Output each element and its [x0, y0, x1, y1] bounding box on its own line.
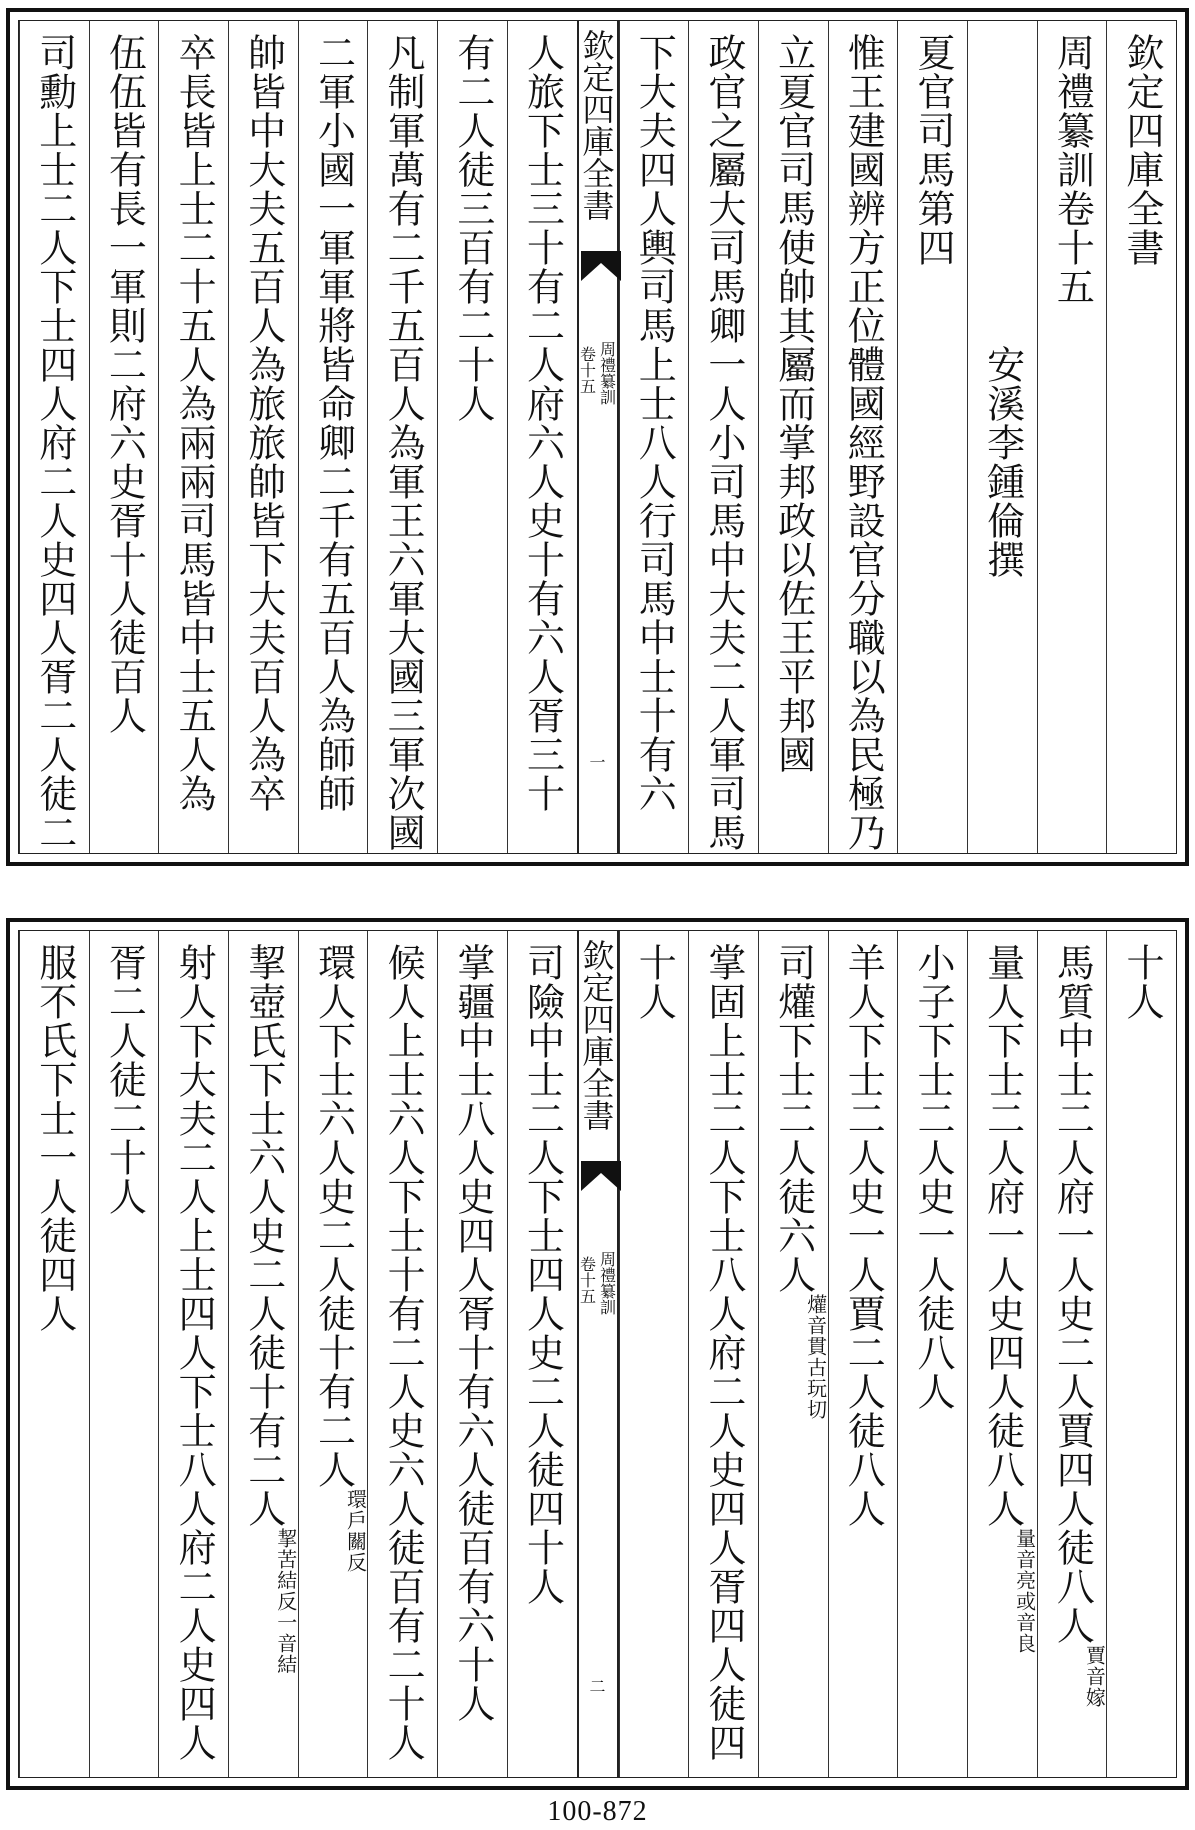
- top-page-column-1: [1037, 21, 1107, 853]
- top-page-column-0: [1106, 21, 1176, 853]
- bottom-page-column-0: [1106, 931, 1176, 1777]
- footer-page-number: 100-872: [547, 1796, 648, 1827]
- gutter-title: 欽定四庫全書: [577, 939, 616, 1131]
- top-page-column-9: [437, 21, 507, 853]
- annotation-note: 挈苦結反一音結: [273, 1528, 298, 1675]
- bottom-page-columns: [18, 930, 1177, 1778]
- bottom-page-column-11: [298, 931, 368, 1777]
- top-page-column-11: [298, 21, 368, 853]
- column-text: 夏官司馬第四: [910, 33, 955, 267]
- column-text: 安溪李鍾倫撰: [980, 33, 1025, 579]
- bottom-page-column-6: [688, 931, 758, 1777]
- annotation-note: 爟音貫古玩切: [803, 1294, 828, 1420]
- gutter-title: 欽定四庫全書: [577, 29, 616, 221]
- column-text: 政官之屬大司馬卿一人小司馬中大夫二人軍司馬: [701, 33, 746, 852]
- bottom-page-column-8: [507, 931, 577, 1777]
- center-gutter: [577, 931, 619, 1777]
- column-text: 凡制軍萬有二千五百人為軍王六軍大國三軍次國: [381, 33, 426, 852]
- column-text: 周禮纂訓卷十五: [1050, 33, 1095, 306]
- top-page-column-8: [507, 21, 577, 853]
- bottom-page-column-5: [758, 931, 828, 1777]
- gutter-book-title: 周禮纂訓: [597, 341, 617, 405]
- annotation-note: 環戶關反: [343, 1489, 368, 1573]
- column-text: 十人: [632, 943, 677, 1021]
- top-page-column-4: [828, 21, 898, 853]
- column-text: 服不氏下士一人徒四人: [32, 943, 77, 1333]
- gutter-book-title: 周禮纂訓: [597, 1251, 617, 1315]
- top-page-column-2: [967, 21, 1037, 853]
- bottom-page-column-2: [967, 931, 1037, 1777]
- top-page-column-14: [89, 21, 159, 853]
- column-text: 立夏官司馬使帥其屬而掌邦政以佐王平邦國: [771, 33, 816, 774]
- column-text: 二軍小國一軍軍將皆命卿二千有五百人為師師: [311, 33, 356, 813]
- bottom-page-column-14: [89, 931, 159, 1777]
- bottom-page-column-4: [828, 931, 898, 1777]
- column-text: 小子下士二人史一人徒八人: [910, 943, 955, 1411]
- column-text: 伍伍皆有長一軍則二府六史胥十人徒百人: [102, 33, 147, 735]
- bottom-page-column-3: [897, 931, 967, 1777]
- bottom-page: [6, 918, 1189, 1790]
- gutter-volume: 卷十五: [577, 346, 597, 394]
- bottom-page-column-12: [228, 931, 298, 1777]
- column-text: 馬質中士二人府一人史二人賈四人徒八人: [1050, 943, 1095, 1645]
- top-page-column-7: [619, 21, 689, 853]
- top-page-column-5: [758, 21, 828, 853]
- column-text: 司爟下士二人徒六人: [771, 943, 816, 1294]
- top-page-column-12: [228, 21, 298, 853]
- column-text: 帥皆中大夫五百人為旅旅帥皆下大夫百人為卒: [241, 33, 286, 813]
- column-text: 掌疆中士八人史四人胥十有六人徒百有六十人: [450, 943, 495, 1723]
- column-text: 量人下士二人府一人史四人徒八人: [980, 943, 1025, 1528]
- bottom-page-column-13: [158, 931, 228, 1777]
- column-text: 下大夫四人輿司馬上士八人行司馬中士十有六: [632, 33, 677, 813]
- column-text: 惟王建國辨方正位體國經野設官分職以為民極乃: [841, 33, 886, 852]
- gutter-leaf-number: 一: [589, 753, 606, 772]
- column-text: 人旅下士三十有二人府六人史十有六人胥三十: [520, 33, 565, 813]
- column-text: 胥二人徒二十人: [102, 943, 147, 1216]
- bottom-page-column-9: [437, 931, 507, 1777]
- column-text: 候人上士六人下士十有二人史六人徒百有二十人: [381, 943, 426, 1762]
- top-page: [6, 8, 1189, 866]
- fishtail-mark-icon: [581, 251, 621, 281]
- top-page-column-6: [688, 21, 758, 853]
- top-page-column-15: [19, 21, 89, 853]
- column-text: 欽定四庫全書: [1120, 33, 1164, 267]
- bottom-page-column-15: [19, 931, 89, 1777]
- top-page-column-13: [158, 21, 228, 853]
- column-text: 司險中士二人下士四人史二人徒四十人: [520, 943, 565, 1606]
- column-text: 十人: [1120, 943, 1164, 1021]
- gutter-volume: 卷十五: [577, 1256, 597, 1304]
- annotation-note: 賈音嫁: [1082, 1645, 1107, 1708]
- center-gutter: [577, 21, 619, 853]
- annotation-note: 量音亮或音良: [1012, 1528, 1037, 1654]
- fishtail-mark-icon: [581, 1161, 621, 1191]
- column-text: 射人下大夫二人上士四人下士八人府二人史四人: [172, 943, 217, 1762]
- column-text: 環人下士六人史二人徒十有二人: [311, 943, 356, 1489]
- gutter-leaf-number: 二: [589, 1677, 606, 1696]
- column-text: 掌固上士二人下士八人府二人史四人胥四人徒四: [701, 943, 746, 1762]
- bottom-page-column-7: [619, 931, 689, 1777]
- top-page-columns: [18, 20, 1177, 854]
- top-page-column-10: [367, 21, 437, 853]
- bottom-page-column-1: [1037, 931, 1107, 1777]
- column-text: 有二人徒三百有二十人: [450, 33, 495, 423]
- column-text: 卒長皆上士二十五人為兩兩司馬皆中士五人為: [172, 33, 217, 813]
- column-text: 羊人下士二人史一人賈二人徒八人: [841, 943, 886, 1528]
- column-text: 司勳上士二人下士四人府二人史四人胥二人徒二: [32, 33, 77, 852]
- top-page-column-3: [897, 21, 967, 853]
- column-text: 挈壺氏下士六人史二人徒十有二人: [241, 943, 286, 1528]
- bottom-page-column-10: [367, 931, 437, 1777]
